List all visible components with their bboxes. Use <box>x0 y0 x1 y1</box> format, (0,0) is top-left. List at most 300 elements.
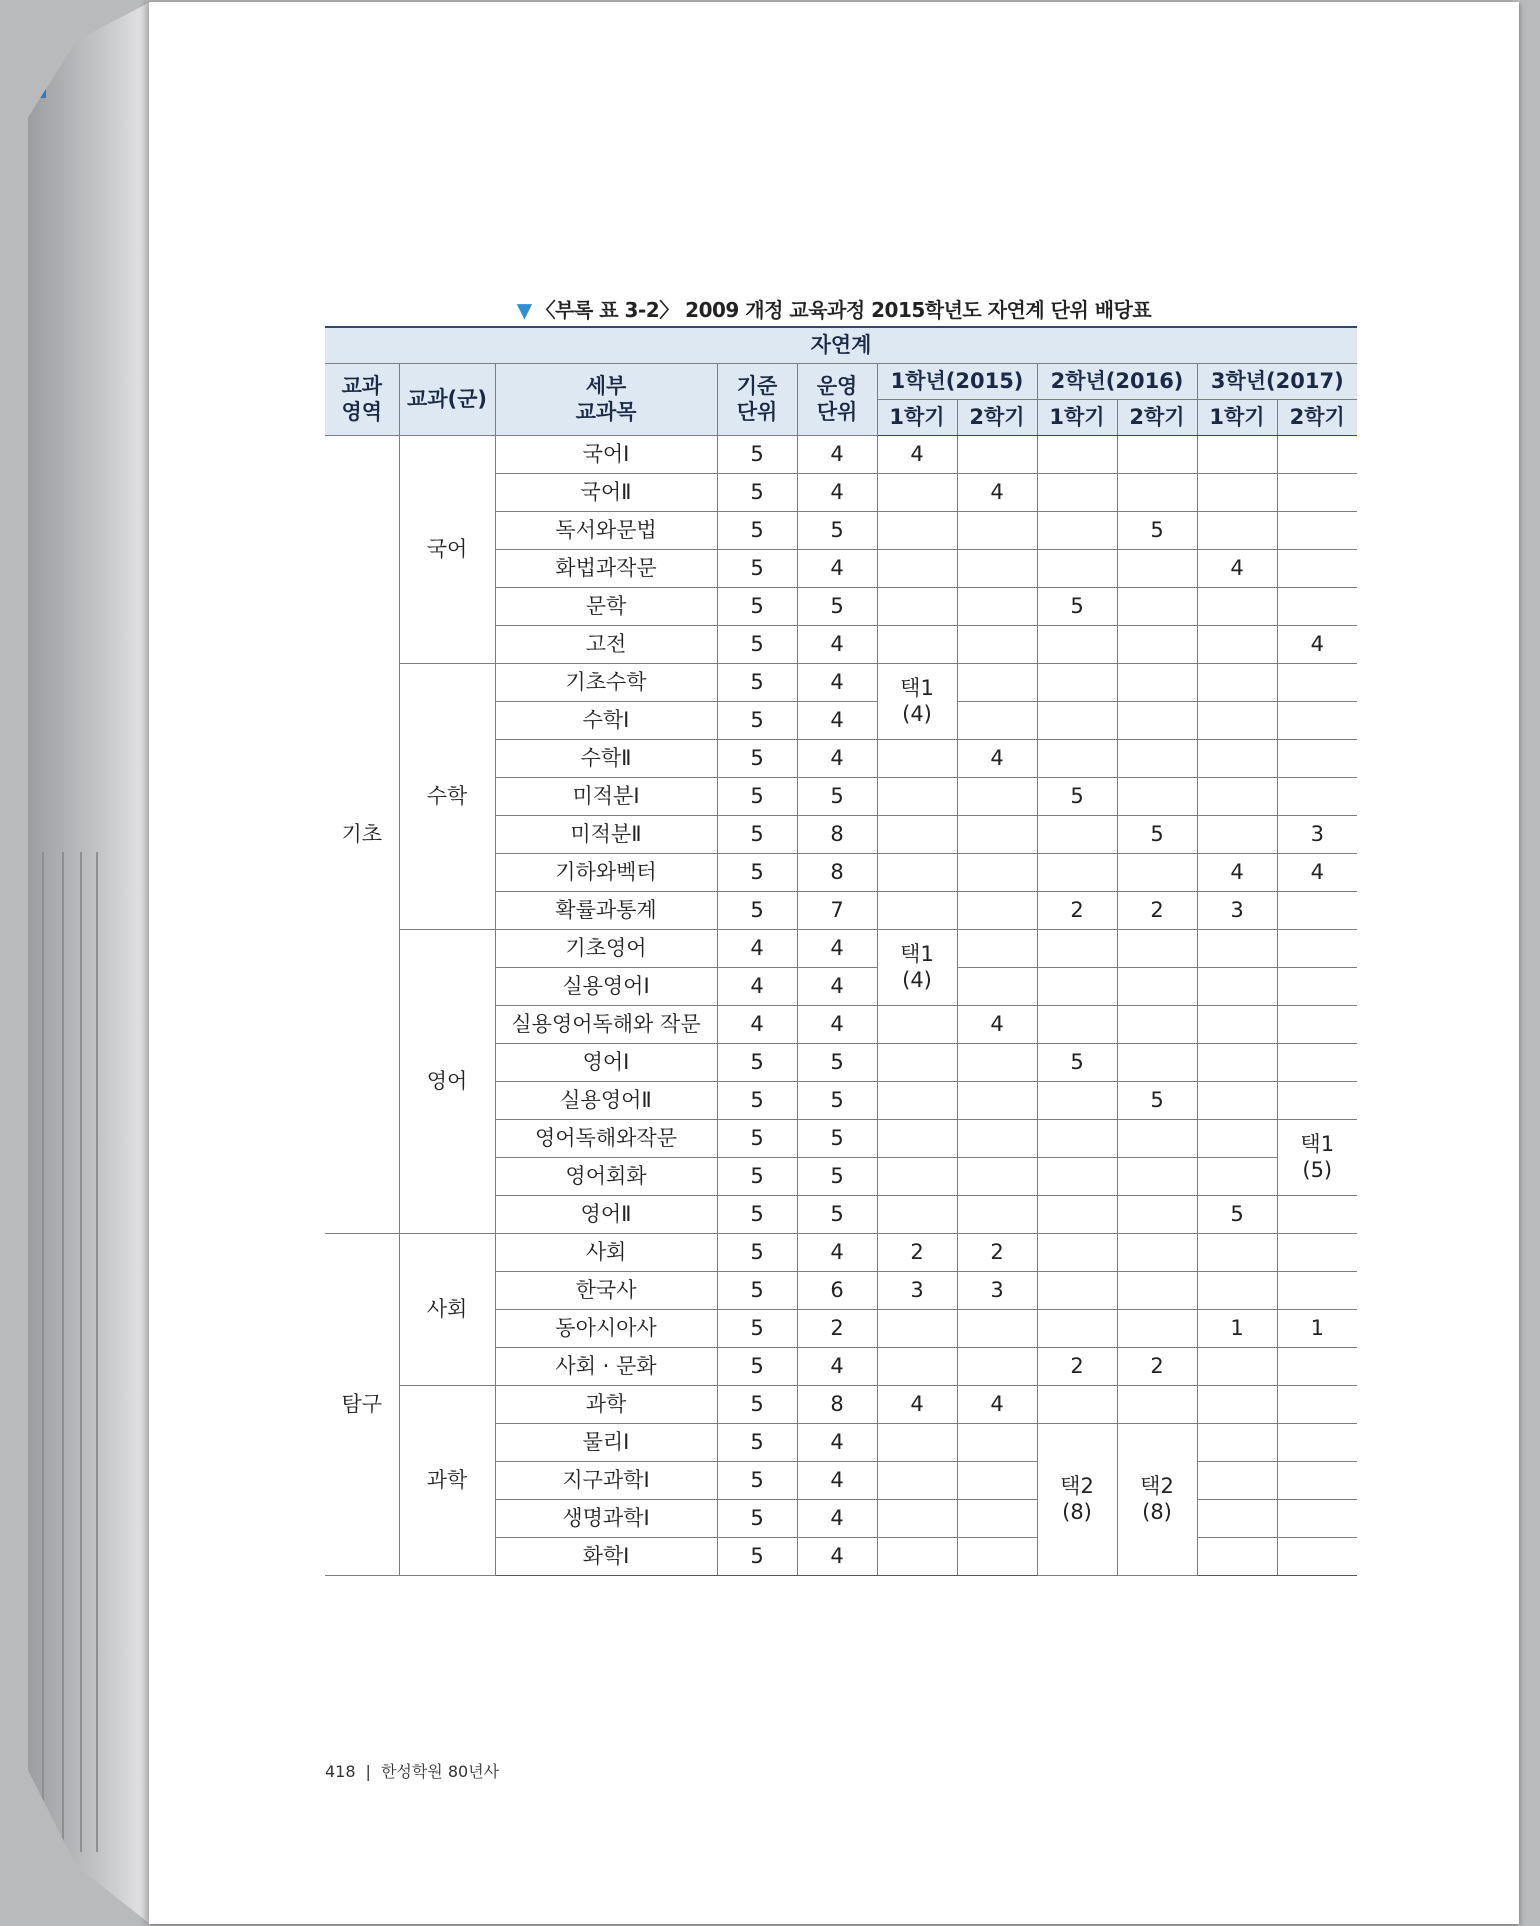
semester-units-cell: 택1 (4) <box>877 664 957 740</box>
operating-units-cell: 4 <box>797 930 877 968</box>
semester-units-cell <box>1277 1500 1357 1538</box>
semester-units-cell <box>957 930 1037 968</box>
group-cell: 과학 <box>399 1386 495 1576</box>
operating-units-cell: 5 <box>797 1082 877 1120</box>
semester-units-cell <box>957 1500 1037 1538</box>
base-units-cell: 5 <box>717 740 797 778</box>
semester-units-cell <box>957 550 1037 588</box>
semester-units-cell: 택2 (8) <box>1117 1424 1197 1576</box>
subject-cell: 기초영어 <box>495 930 717 968</box>
base-units-cell: 4 <box>717 1006 797 1044</box>
semester-units-cell <box>1277 1044 1357 1082</box>
semester-units-cell <box>1277 1348 1357 1386</box>
operating-units-cell: 4 <box>797 968 877 1006</box>
semester-units-cell <box>1037 436 1117 474</box>
operating-units-cell: 4 <box>797 1538 877 1576</box>
semester-units-cell: 2 <box>1117 1348 1197 1386</box>
semester-units-cell <box>1117 740 1197 778</box>
semester-units-cell <box>1277 968 1357 1006</box>
header-area: 교과 영역 <box>325 364 399 436</box>
operating-units-cell: 5 <box>797 778 877 816</box>
semester-units-cell: 5 <box>1117 1082 1197 1120</box>
semester-units-cell: 2 <box>1037 1348 1117 1386</box>
semester-units-cell <box>1117 1158 1197 1196</box>
semester-units-cell <box>1037 702 1117 740</box>
operating-units-cell: 4 <box>797 740 877 778</box>
area-cell: 기초 <box>325 436 399 1234</box>
semester-units-cell <box>1037 968 1117 1006</box>
semester-units-cell <box>1197 1348 1277 1386</box>
semester-units-cell <box>1197 1272 1277 1310</box>
semester-units-cell <box>1197 588 1277 626</box>
semester-units-cell <box>1277 1538 1357 1576</box>
semester-units-cell <box>1197 778 1277 816</box>
semester-units-cell <box>877 550 957 588</box>
semester-units-cell <box>1037 626 1117 664</box>
operating-units-cell: 2 <box>797 1310 877 1348</box>
caption-text: 〈부록 표 3-2〉 2009 개정 교육과정 2015학년도 자연계 단위 배당표 <box>535 298 1152 322</box>
subject-cell: 사회 · 문화 <box>495 1348 717 1386</box>
semester-units-cell <box>1197 436 1277 474</box>
semester-units-cell <box>877 474 957 512</box>
subject-cell: 확률과통계 <box>495 892 717 930</box>
base-units-cell: 5 <box>717 854 797 892</box>
semester-units-cell <box>1117 1386 1197 1424</box>
semester-units-cell <box>1037 740 1117 778</box>
semester-units-cell <box>957 892 1037 930</box>
semester-units-cell <box>1117 1234 1197 1272</box>
semester-units-cell <box>957 778 1037 816</box>
semester-units-cell <box>1197 1120 1277 1158</box>
semester-units-cell: 택1 (4) <box>877 930 957 1006</box>
semester-units-cell <box>1277 1196 1357 1234</box>
subject-cell: 기초수학 <box>495 664 717 702</box>
semester-units-cell <box>1117 474 1197 512</box>
semester-units-cell <box>877 854 957 892</box>
semester-units-cell <box>1037 1158 1117 1196</box>
semester-units-cell <box>1197 740 1277 778</box>
semester-units-cell <box>1117 1310 1197 1348</box>
operating-units-cell: 6 <box>797 1272 877 1310</box>
semester-units-cell <box>1277 702 1357 740</box>
base-units-cell: 5 <box>717 1196 797 1234</box>
semester-units-cell <box>1117 550 1197 588</box>
semester-units-cell <box>1117 854 1197 892</box>
semester-units-cell <box>957 626 1037 664</box>
base-units-cell: 5 <box>717 550 797 588</box>
semester-units-cell <box>1277 892 1357 930</box>
semester-units-cell <box>877 512 957 550</box>
semester-units-cell: 4 <box>957 474 1037 512</box>
page-number: 418 <box>325 1762 356 1781</box>
semester-units-cell <box>1037 854 1117 892</box>
triangle-marker-icon: ▼ <box>516 298 532 322</box>
operating-units-cell: 4 <box>797 702 877 740</box>
semester-units-cell <box>1117 1272 1197 1310</box>
page-edge-line <box>62 852 64 1852</box>
semester-units-cell: 택2 (8) <box>1037 1424 1117 1576</box>
page-stack-edge <box>28 2 150 1924</box>
semester-units-cell <box>1197 1082 1277 1120</box>
base-units-cell: 5 <box>717 512 797 550</box>
operating-units-cell: 4 <box>797 664 877 702</box>
semester-units-cell <box>1117 436 1197 474</box>
section-tab-marker <box>32 54 46 98</box>
subject-cell: 미적분Ⅰ <box>495 778 717 816</box>
semester-units-cell <box>1277 474 1357 512</box>
subject-cell: 수학Ⅰ <box>495 702 717 740</box>
semester-units-cell: 5 <box>1037 588 1117 626</box>
semester-units-cell <box>877 740 957 778</box>
page-edge-line <box>96 852 98 1852</box>
base-units-cell: 5 <box>717 1462 797 1500</box>
subject-cell: 사회 <box>495 1234 717 1272</box>
base-units-cell: 5 <box>717 1120 797 1158</box>
semester-units-cell: 3 <box>877 1272 957 1310</box>
subject-cell: 국어Ⅱ <box>495 474 717 512</box>
semester-units-cell <box>1277 550 1357 588</box>
semester-units-cell <box>1197 816 1277 854</box>
base-units-cell: 5 <box>717 1386 797 1424</box>
base-units-cell: 5 <box>717 626 797 664</box>
semester-units-cell <box>1117 626 1197 664</box>
semester-units-cell <box>1037 550 1117 588</box>
header-base-units: 기준 단위 <box>717 364 797 436</box>
semester-units-cell <box>957 1044 1037 1082</box>
semester-units-cell <box>1197 1386 1277 1424</box>
semester-units-cell <box>1037 816 1117 854</box>
book-title: 한성학원 80년사 <box>380 1762 500 1781</box>
semester-units-cell: 4 <box>1197 550 1277 588</box>
base-units-cell: 4 <box>717 930 797 968</box>
semester-units-cell <box>1277 1424 1357 1462</box>
semester-units-cell <box>1117 968 1197 1006</box>
subject-cell: 화법과작문 <box>495 550 717 588</box>
semester-units-cell <box>877 892 957 930</box>
semester-units-cell <box>1197 1158 1277 1196</box>
subject-cell: 영어회화 <box>495 1158 717 1196</box>
subject-cell: 한국사 <box>495 1272 717 1310</box>
semester-units-cell <box>1197 626 1277 664</box>
subject-cell: 실용영어Ⅰ <box>495 968 717 1006</box>
base-units-cell: 5 <box>717 1538 797 1576</box>
operating-units-cell: 4 <box>797 1234 877 1272</box>
subject-cell: 물리Ⅰ <box>495 1424 717 1462</box>
semester-units-cell: 3 <box>1197 892 1277 930</box>
semester-units-cell <box>957 1158 1037 1196</box>
header-operating-units: 운영 단위 <box>797 364 877 436</box>
operating-units-cell: 4 <box>797 550 877 588</box>
document-page <box>149 2 1519 1924</box>
semester-units-cell <box>877 1006 957 1044</box>
semester-units-cell: 5 <box>1037 1044 1117 1082</box>
header-semester-1: 1학기 <box>877 400 957 436</box>
semester-units-cell: 4 <box>877 436 957 474</box>
semester-units-cell <box>877 1158 957 1196</box>
subject-cell: 고전 <box>495 626 717 664</box>
semester-units-cell <box>1277 664 1357 702</box>
table-row <box>325 1386 1357 1424</box>
group-cell: 국어 <box>399 436 495 664</box>
semester-units-cell <box>1197 1424 1277 1462</box>
semester-units-cell <box>1197 1006 1277 1044</box>
semester-units-cell <box>1197 930 1277 968</box>
semester-units-cell <box>1037 512 1117 550</box>
semester-units-cell <box>957 1348 1037 1386</box>
semester-units-cell <box>1037 1272 1117 1310</box>
base-units-cell: 5 <box>717 664 797 702</box>
allocation-table <box>325 326 1357 1576</box>
operating-units-cell: 5 <box>797 588 877 626</box>
table-row <box>325 930 1357 968</box>
base-units-cell: 5 <box>717 1044 797 1082</box>
semester-units-cell <box>1037 1234 1117 1272</box>
base-units-cell: 5 <box>717 1424 797 1462</box>
semester-units-cell <box>957 1424 1037 1462</box>
semester-units-cell: 4 <box>1277 626 1357 664</box>
base-units-cell: 5 <box>717 474 797 512</box>
semester-units-cell <box>1277 930 1357 968</box>
subject-cell: 국어Ⅰ <box>495 436 717 474</box>
semester-units-cell <box>1197 1044 1277 1082</box>
semester-units-cell <box>957 1462 1037 1500</box>
semester-units-cell <box>1037 664 1117 702</box>
semester-units-cell <box>1277 1082 1357 1120</box>
subject-cell: 생명과학Ⅰ <box>495 1500 717 1538</box>
semester-units-cell <box>1197 968 1277 1006</box>
semester-units-cell <box>1117 778 1197 816</box>
operating-units-cell: 4 <box>797 626 877 664</box>
semester-units-cell: 택1 (5) <box>1277 1120 1357 1196</box>
operating-units-cell: 8 <box>797 816 877 854</box>
semester-units-cell: 2 <box>1117 892 1197 930</box>
semester-units-cell <box>957 1082 1037 1120</box>
semester-units-cell: 4 <box>1197 854 1277 892</box>
semester-units-cell <box>1037 930 1117 968</box>
header-year: 3학년(2017) <box>1197 364 1357 400</box>
subject-cell: 과학 <box>495 1386 717 1424</box>
page-edge-line <box>42 852 44 1852</box>
semester-units-cell <box>877 1120 957 1158</box>
semester-units-cell: 5 <box>1117 512 1197 550</box>
subject-cell: 동아시아사 <box>495 1310 717 1348</box>
semester-units-cell <box>957 1538 1037 1576</box>
semester-units-cell <box>877 1310 957 1348</box>
semester-units-cell: 4 <box>957 1386 1037 1424</box>
semester-units-cell <box>1277 1462 1357 1500</box>
semester-units-cell <box>1277 740 1357 778</box>
semester-units-cell <box>957 968 1037 1006</box>
semester-units-cell <box>957 1120 1037 1158</box>
semester-units-cell <box>957 816 1037 854</box>
semester-units-cell <box>1197 1500 1277 1538</box>
semester-units-cell: 4 <box>957 740 1037 778</box>
base-units-cell: 5 <box>717 892 797 930</box>
subject-cell: 실용영어Ⅱ <box>495 1082 717 1120</box>
semester-units-cell <box>957 436 1037 474</box>
semester-units-cell <box>877 778 957 816</box>
semester-units-cell <box>1197 474 1277 512</box>
header-semester-1: 1학기 <box>1197 400 1277 436</box>
base-units-cell: 5 <box>717 1348 797 1386</box>
operating-units-cell: 5 <box>797 512 877 550</box>
operating-units-cell: 5 <box>797 1044 877 1082</box>
header-group: 교과(군) <box>399 364 495 436</box>
semester-units-cell <box>1277 436 1357 474</box>
subject-cell: 미적분Ⅱ <box>495 816 717 854</box>
semester-units-cell <box>1117 1044 1197 1082</box>
semester-units-cell <box>1277 588 1357 626</box>
base-units-cell: 5 <box>717 1234 797 1272</box>
semester-units-cell <box>1117 1006 1197 1044</box>
area-cell: 탐구 <box>325 1234 399 1576</box>
operating-units-cell: 5 <box>797 1120 877 1158</box>
subject-cell: 실용영어독해와 작문 <box>495 1006 717 1044</box>
subject-cell: 지구과학Ⅰ <box>495 1462 717 1500</box>
base-units-cell: 5 <box>717 1158 797 1196</box>
header-semester-2: 2학기 <box>1277 400 1357 436</box>
semester-units-cell <box>957 512 1037 550</box>
base-units-cell: 5 <box>717 1272 797 1310</box>
semester-units-cell <box>1197 512 1277 550</box>
semester-units-cell <box>1277 778 1357 816</box>
header-track: 자연계 <box>325 327 1357 364</box>
operating-units-cell: 4 <box>797 1348 877 1386</box>
semester-units-cell <box>877 1424 957 1462</box>
subject-cell: 영어독해와작문 <box>495 1120 717 1158</box>
semester-units-cell: 3 <box>957 1272 1037 1310</box>
semester-units-cell: 5 <box>1117 816 1197 854</box>
semester-units-cell <box>877 1044 957 1082</box>
header-year: 1학년(2015) <box>877 364 1037 400</box>
semester-units-cell <box>1037 474 1117 512</box>
subject-cell: 독서와문법 <box>495 512 717 550</box>
header-subject: 세부 교과목 <box>495 364 717 436</box>
semester-units-cell: 2 <box>957 1234 1037 1272</box>
base-units-cell: 4 <box>717 968 797 1006</box>
semester-units-cell <box>877 626 957 664</box>
semester-units-cell <box>1277 1234 1357 1272</box>
semester-units-cell <box>1037 1310 1117 1348</box>
semester-units-cell: 2 <box>877 1234 957 1272</box>
semester-units-cell <box>1037 1120 1117 1158</box>
subject-cell: 영어Ⅰ <box>495 1044 717 1082</box>
operating-units-cell: 4 <box>797 436 877 474</box>
semester-units-cell <box>877 1082 957 1120</box>
semester-units-cell <box>1197 1538 1277 1576</box>
operating-units-cell: 5 <box>797 1196 877 1234</box>
group-cell: 사회 <box>399 1234 495 1386</box>
semester-units-cell: 4 <box>1277 854 1357 892</box>
semester-units-cell <box>1277 1006 1357 1044</box>
semester-units-cell <box>1037 1082 1117 1120</box>
semester-units-cell <box>957 588 1037 626</box>
subject-cell: 문학 <box>495 588 717 626</box>
semester-units-cell <box>1277 1272 1357 1310</box>
operating-units-cell: 8 <box>797 854 877 892</box>
header-semester-2: 2학기 <box>1117 400 1197 436</box>
semester-units-cell: 3 <box>1277 816 1357 854</box>
base-units-cell: 5 <box>717 1082 797 1120</box>
semester-units-cell: 1 <box>1197 1310 1277 1348</box>
base-units-cell: 5 <box>717 588 797 626</box>
semester-units-cell <box>877 816 957 854</box>
operating-units-cell: 4 <box>797 1424 877 1462</box>
semester-units-cell <box>1117 1196 1197 1234</box>
semester-units-cell <box>1037 1386 1117 1424</box>
semester-units-cell <box>1037 1196 1117 1234</box>
operating-units-cell: 4 <box>797 1462 877 1500</box>
base-units-cell: 5 <box>717 702 797 740</box>
subject-cell: 수학Ⅱ <box>495 740 717 778</box>
semester-units-cell <box>1197 1462 1277 1500</box>
semester-units-cell <box>1197 664 1277 702</box>
semester-units-cell <box>1197 702 1277 740</box>
semester-units-cell <box>1117 702 1197 740</box>
semester-units-cell <box>877 1538 957 1576</box>
semester-units-cell: 4 <box>957 1006 1037 1044</box>
semester-units-cell: 2 <box>1037 892 1117 930</box>
semester-units-cell <box>877 1196 957 1234</box>
semester-units-cell <box>1117 664 1197 702</box>
header-year: 2학년(2016) <box>1037 364 1197 400</box>
semester-units-cell <box>957 854 1037 892</box>
base-units-cell: 5 <box>717 778 797 816</box>
table-row <box>325 436 1357 474</box>
semester-units-cell <box>1037 1006 1117 1044</box>
operating-units-cell: 8 <box>797 1386 877 1424</box>
base-units-cell: 5 <box>717 816 797 854</box>
table-caption <box>149 294 1519 323</box>
base-units-cell: 5 <box>717 436 797 474</box>
semester-units-cell <box>877 1462 957 1500</box>
operating-units-cell: 4 <box>797 1500 877 1538</box>
footer-separator: | <box>365 1762 371 1781</box>
semester-units-cell <box>1277 1386 1357 1424</box>
semester-units-cell <box>1117 930 1197 968</box>
table-row <box>325 1234 1357 1272</box>
semester-units-cell <box>877 1348 957 1386</box>
operating-units-cell: 4 <box>797 1006 877 1044</box>
semester-units-cell <box>957 1310 1037 1348</box>
semester-units-cell <box>877 1500 957 1538</box>
base-units-cell: 5 <box>717 1310 797 1348</box>
semester-units-cell <box>1117 1120 1197 1158</box>
operating-units-cell: 4 <box>797 474 877 512</box>
group-cell: 수학 <box>399 664 495 930</box>
semester-units-cell <box>1197 1234 1277 1272</box>
operating-units-cell: 7 <box>797 892 877 930</box>
table-row <box>325 664 1357 702</box>
operating-units-cell: 5 <box>797 1158 877 1196</box>
subject-cell: 화학Ⅰ <box>495 1538 717 1576</box>
header-semester-2: 2학기 <box>957 400 1037 436</box>
semester-units-cell <box>957 1196 1037 1234</box>
semester-units-cell <box>1117 588 1197 626</box>
subject-cell: 영어Ⅱ <box>495 1196 717 1234</box>
semester-units-cell <box>877 588 957 626</box>
subject-cell: 기하와벡터 <box>495 854 717 892</box>
semester-units-cell <box>957 702 1037 740</box>
header-semester-1: 1학기 <box>1037 400 1117 436</box>
group-cell: 영어 <box>399 930 495 1234</box>
base-units-cell: 5 <box>717 1500 797 1538</box>
semester-units-cell <box>1277 512 1357 550</box>
semester-units-cell <box>957 664 1037 702</box>
semester-units-cell: 5 <box>1037 778 1117 816</box>
page-footer <box>325 1759 499 1782</box>
semester-units-cell: 1 <box>1277 1310 1357 1348</box>
